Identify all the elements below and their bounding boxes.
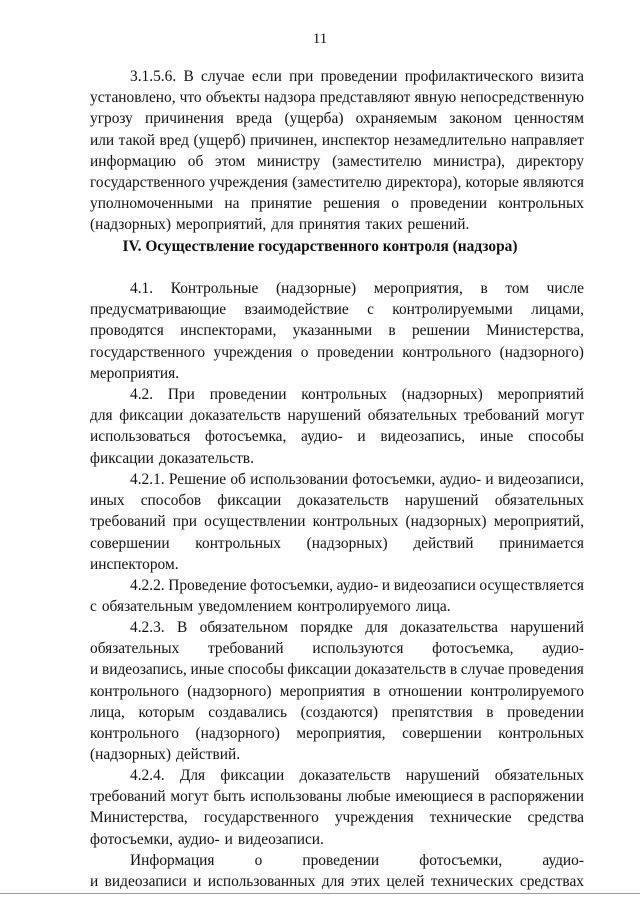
word: лица. xyxy=(415,598,451,616)
text-line xyxy=(90,638,584,659)
word: имеющиеся xyxy=(395,788,474,806)
word: совершении xyxy=(402,725,482,743)
word: в xyxy=(480,280,488,297)
word: препятствия xyxy=(391,703,473,721)
word: инспектором. xyxy=(90,555,179,573)
word: в xyxy=(449,661,458,679)
word: с xyxy=(90,598,97,616)
word: проведении xyxy=(507,703,584,721)
text-line xyxy=(90,533,584,554)
word: фиксации xyxy=(90,449,154,467)
word: принятие xyxy=(250,195,312,213)
word: Информация xyxy=(130,852,215,869)
word: случае xyxy=(460,661,505,679)
word: вред xyxy=(159,131,189,149)
word: уведомлением xyxy=(198,598,293,616)
word: инспектор xyxy=(321,131,390,149)
word: 4.2.2. xyxy=(130,577,165,594)
word: нарушений xyxy=(404,492,479,510)
paragraph-information xyxy=(90,850,584,892)
word: таких xyxy=(365,216,403,234)
word: (надзорных) xyxy=(90,216,171,234)
word: аудио- xyxy=(178,830,220,848)
word: проводятся xyxy=(90,322,164,340)
word: требований xyxy=(90,788,166,806)
word: доказательства xyxy=(400,619,498,636)
word: Проведение xyxy=(168,577,247,594)
word: об xyxy=(230,471,246,488)
word: фотосъемки, xyxy=(90,830,173,848)
text-line xyxy=(90,214,584,235)
word: в xyxy=(388,322,396,340)
word: контрольных xyxy=(312,513,399,531)
text-line xyxy=(90,342,584,363)
text-line xyxy=(90,765,584,786)
word: видеозапись, xyxy=(380,428,466,446)
word: лица, xyxy=(90,703,125,721)
text-line xyxy=(90,384,584,405)
section-heading: IV. Осуществление государственного контроля (надзора) xyxy=(122,238,518,255)
word: для xyxy=(90,407,113,425)
word: иные xyxy=(190,661,225,679)
word: (надзорных) xyxy=(405,513,487,531)
word: для xyxy=(365,619,388,636)
word: фиксации xyxy=(220,767,285,784)
word: видеозаписи xyxy=(104,873,187,891)
word: министра), xyxy=(433,152,505,170)
word: совершении xyxy=(90,534,170,552)
text-line xyxy=(90,554,584,575)
word: нарушений xyxy=(510,619,584,636)
word: требований xyxy=(463,407,540,425)
word: направляет xyxy=(510,131,584,149)
text-line xyxy=(90,193,584,214)
word: проведении xyxy=(302,852,380,869)
text-line xyxy=(90,448,584,469)
text-line xyxy=(90,659,584,680)
word: директора), xyxy=(385,174,462,192)
word: отношении xyxy=(388,682,463,700)
word: В xyxy=(177,619,188,636)
text-line xyxy=(90,130,584,151)
text-line xyxy=(90,469,584,490)
word: нарушений xyxy=(287,407,362,425)
word: фиксации xyxy=(119,407,184,425)
text-line xyxy=(90,807,584,828)
word: если xyxy=(251,68,282,85)
word: контролируемыми xyxy=(392,301,513,319)
word: которым xyxy=(138,703,195,721)
word: решении xyxy=(411,322,470,340)
text-line xyxy=(90,320,584,341)
word: Министерства, xyxy=(90,809,188,827)
word: угрозу xyxy=(90,110,133,128)
word: и xyxy=(90,873,99,891)
word: распоряжении xyxy=(489,788,584,806)
text-line xyxy=(90,829,584,850)
word: иные xyxy=(479,428,514,446)
word: фотосъемка, xyxy=(205,428,287,446)
word: мероприятия, xyxy=(373,280,463,297)
word: контрольных xyxy=(498,725,584,743)
word: (заместителю xyxy=(332,152,422,170)
word: фотосъемки, xyxy=(352,471,436,488)
word: информацию xyxy=(90,152,177,170)
text-line xyxy=(90,596,584,617)
word: (создаются) xyxy=(300,703,378,721)
word: и xyxy=(485,471,494,488)
word: непосредственную xyxy=(460,89,584,107)
word: и xyxy=(224,830,233,848)
word: фиксации xyxy=(217,492,282,510)
word: способы xyxy=(528,428,584,446)
word: явную xyxy=(414,89,457,107)
word: проведения xyxy=(508,661,584,679)
paragraph-4-2-2 xyxy=(90,575,584,617)
word: мероприятий, xyxy=(493,513,584,531)
word: осуществляется xyxy=(479,577,584,594)
word: обязательных xyxy=(494,492,584,510)
word: (надзорных) xyxy=(90,746,171,764)
word: обязательных xyxy=(367,407,458,425)
word: (ущерба) xyxy=(284,110,344,128)
word: аудио- xyxy=(439,471,482,488)
word: являются xyxy=(522,174,584,192)
word: фиксации xyxy=(287,661,352,679)
paragraph-3-1-5-6 xyxy=(90,66,584,236)
word: аудио- xyxy=(301,428,343,446)
word: или xyxy=(90,131,115,149)
word: мероприятия xyxy=(279,682,365,700)
word: контролируемого xyxy=(297,598,411,616)
text-line xyxy=(90,681,584,702)
word: обязательных xyxy=(494,767,584,784)
word: при xyxy=(289,68,314,85)
word: мероприятия, xyxy=(296,725,386,743)
word: доказательств xyxy=(354,661,447,679)
word: представляют xyxy=(319,89,411,107)
word: (заместителю xyxy=(292,174,382,192)
word: принятия xyxy=(298,216,361,234)
word: видеозаписи. xyxy=(237,830,324,848)
paragraph-4-2-3 xyxy=(90,617,584,765)
word: (надзорных) xyxy=(401,386,483,403)
page-number: 11 xyxy=(312,31,328,47)
word: проведении xyxy=(410,195,488,213)
word: использоваться xyxy=(90,428,191,446)
word: контрольных xyxy=(498,195,584,213)
word: незамедлительно xyxy=(393,131,507,149)
word: средства xyxy=(527,809,584,827)
word: осуществлении xyxy=(204,513,306,531)
word: технические xyxy=(429,809,512,827)
word: при xyxy=(172,513,197,531)
word: использованы xyxy=(250,788,342,806)
text-line xyxy=(90,490,584,511)
word: видеозаписи xyxy=(393,577,476,594)
word: порядке xyxy=(300,619,353,636)
text-line xyxy=(90,151,584,172)
word: 4.2. xyxy=(130,386,154,403)
word: средствах xyxy=(519,873,584,891)
word: с xyxy=(367,301,374,319)
word: любые xyxy=(346,788,391,806)
word: взаимодействие xyxy=(244,301,349,319)
word: установлено, xyxy=(90,89,176,107)
word: (надзорные) xyxy=(275,280,357,297)
word: для xyxy=(321,873,345,891)
paragraph-4-2 xyxy=(90,384,584,469)
word: государственного xyxy=(90,174,206,192)
word: и xyxy=(193,873,202,891)
word: целей xyxy=(386,873,425,891)
text-line xyxy=(90,871,584,892)
word: этом xyxy=(214,152,246,170)
word: государственного xyxy=(90,343,206,361)
word: инспекторами, xyxy=(180,322,277,340)
word: (надзорного) xyxy=(187,682,272,700)
word: контрольных xyxy=(195,534,281,552)
word: требований xyxy=(208,640,284,658)
word: и xyxy=(381,577,391,594)
word: решений. xyxy=(407,216,470,234)
text-line xyxy=(90,108,584,129)
word: способов xyxy=(140,492,202,510)
word: технических xyxy=(430,873,514,891)
word: указанными xyxy=(292,322,373,340)
word: о xyxy=(254,852,263,869)
word: аудио- xyxy=(336,577,379,594)
word: предусматривающие xyxy=(90,301,227,319)
word: об xyxy=(187,152,204,170)
word: на xyxy=(224,195,240,213)
word: иных xyxy=(90,492,125,510)
word: использовании xyxy=(250,471,348,488)
word: 4.1. xyxy=(130,280,154,297)
text-line xyxy=(90,66,584,87)
word: обязательных xyxy=(90,640,180,658)
word: мероприятия. xyxy=(90,364,180,382)
word: ценностям xyxy=(514,110,584,128)
word: действий. xyxy=(176,746,241,764)
word: обязательным xyxy=(101,598,194,616)
text-line xyxy=(90,744,584,765)
word: визита xyxy=(540,68,584,85)
text-line xyxy=(90,617,584,638)
word: решения xyxy=(323,195,381,213)
word: видеозапись, xyxy=(101,661,187,679)
word: причинения xyxy=(145,110,224,128)
word: В xyxy=(183,68,194,85)
word: охраняемым xyxy=(355,110,438,128)
word: том xyxy=(505,280,530,297)
word: учреждения xyxy=(209,174,289,192)
word: проведении xyxy=(316,343,394,361)
text-line xyxy=(90,723,584,744)
word: могут xyxy=(545,407,584,425)
word: в xyxy=(486,703,494,721)
word: доказательств. xyxy=(158,449,254,467)
word: фотосъемки, xyxy=(419,852,503,869)
word: При xyxy=(167,386,195,403)
word: о xyxy=(300,343,309,361)
word: проведении xyxy=(320,68,398,85)
word: (надзорного) xyxy=(499,343,584,361)
word: и xyxy=(357,428,366,446)
word: такой xyxy=(118,131,156,149)
word: (ущерб) xyxy=(193,131,246,149)
paragraph-4-2-4 xyxy=(90,765,584,850)
word: 3.1.5.6. xyxy=(130,68,177,85)
word: случае xyxy=(201,68,245,85)
paragraph-4-1 xyxy=(90,278,584,384)
word: мероприятий xyxy=(497,386,584,403)
word: действий xyxy=(413,534,474,552)
word: о xyxy=(391,195,399,213)
word: принимается xyxy=(499,534,584,552)
text-line xyxy=(90,786,584,807)
word: министру xyxy=(256,152,321,170)
word: лицами, xyxy=(531,301,584,319)
text-line xyxy=(90,278,584,299)
word: могут xyxy=(170,788,209,806)
word: что xyxy=(179,89,202,107)
word: законом xyxy=(449,110,503,128)
word: мероприятий, xyxy=(176,216,267,234)
word: уполномоченными xyxy=(90,195,214,213)
word: в xyxy=(477,788,486,806)
paragraph-4-2-1 xyxy=(90,469,584,575)
word: проведении xyxy=(209,386,287,403)
word: этих xyxy=(350,873,381,891)
word: (надзорных) xyxy=(306,534,388,552)
word: способы xyxy=(227,661,284,679)
word: фотосъемка, xyxy=(432,640,514,658)
word: учреждения xyxy=(213,343,293,361)
word: 4.2.3. xyxy=(130,619,165,636)
word: 4.2.4. xyxy=(130,767,165,784)
word: аудио- xyxy=(542,640,584,658)
word: 4.2.1. xyxy=(130,471,165,488)
word: видеозаписи, xyxy=(497,471,584,488)
word: государственного xyxy=(203,809,319,827)
word: причинен, xyxy=(250,131,318,149)
word: надзора xyxy=(264,89,316,107)
word: директору xyxy=(516,152,584,170)
text-line xyxy=(90,87,584,108)
word: профилактического xyxy=(404,68,534,85)
word: доказательств xyxy=(297,492,389,510)
text-line xyxy=(90,850,584,871)
word: которые xyxy=(465,174,519,192)
word: создавались xyxy=(208,703,288,721)
word: доказательств xyxy=(299,767,391,784)
word: использованных xyxy=(207,873,316,891)
word: вреда xyxy=(236,110,273,128)
word: используются xyxy=(312,640,404,658)
word: фотосъемки, xyxy=(250,577,334,594)
text-line xyxy=(90,426,584,447)
text-line xyxy=(90,299,584,320)
word: контрольного xyxy=(90,725,179,743)
word: Для xyxy=(179,767,206,784)
word: в xyxy=(373,682,381,700)
text-line xyxy=(90,575,584,596)
word: (надзорного) xyxy=(195,725,280,743)
word: доказательств xyxy=(189,407,281,425)
text-line xyxy=(90,511,584,532)
text-line xyxy=(90,172,584,193)
word: для xyxy=(271,216,294,234)
word: аудио- xyxy=(542,852,584,869)
word: и xyxy=(90,661,99,679)
page-bottom-edge xyxy=(0,893,640,894)
word: требований xyxy=(90,513,166,531)
text-line xyxy=(90,702,584,723)
word: Решение xyxy=(168,471,227,488)
word: контрольного xyxy=(90,682,179,700)
word: контрольного xyxy=(402,343,492,361)
word: обязательном xyxy=(199,619,288,636)
text-line xyxy=(90,405,584,426)
word: контрольных xyxy=(301,386,387,403)
word: объекты xyxy=(205,89,261,107)
word: учреждения xyxy=(334,809,414,827)
text-line xyxy=(90,363,584,384)
word: числе xyxy=(546,280,584,297)
word: контролируемого xyxy=(470,682,584,700)
word: Контрольные xyxy=(170,280,259,297)
word: быть xyxy=(213,788,246,806)
word: Министерства, xyxy=(486,322,584,340)
word: нарушений xyxy=(405,767,480,784)
